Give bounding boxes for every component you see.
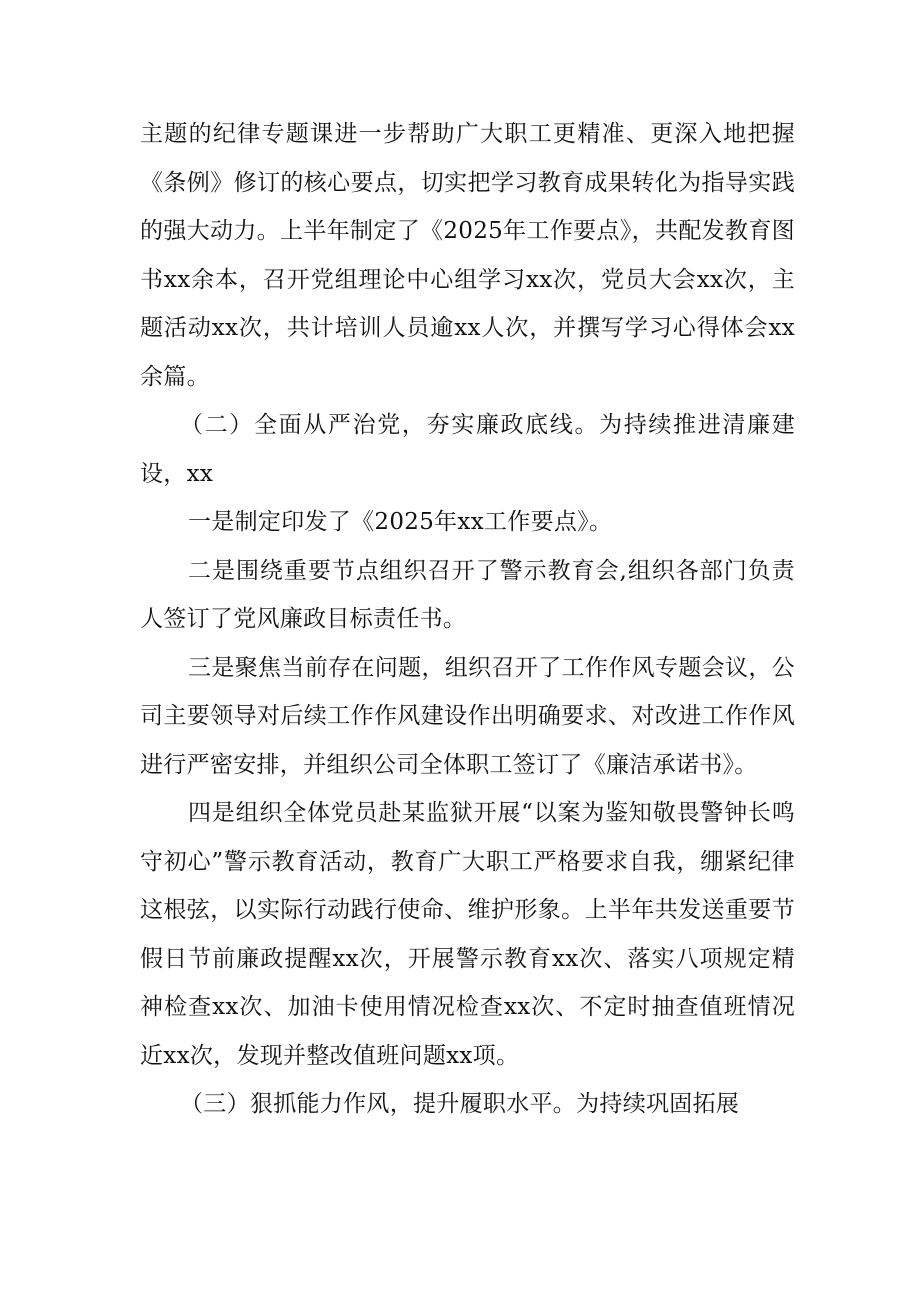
paragraph-item-3: 三是聚焦当前存在问题，组织召开了工作作风专题会议，公司主要领导对后续工作作风建设作出明确要求、对改进工作作风进行严密安排，并组织公司全体职工签订了《廉洁承诺书》。 [140,654,795,778]
paragraph-item-2: 二是围绕重要节点组织召开了警示教育会,组织各部门负责人签订了党风廉政目标责任书。 [140,557,795,632]
section-heading-3: （三）狠抓能力作风，提升履职水平。为持续巩固拓展 [180,1091,740,1117]
paragraph-continuation: 主题的纪律专题课进一步帮助广大职工更精准、更深入地把握《条例》修订的核心要点，切实把学习教育成果转化为指导实践的强大动力。上半年制定了《2025年工作要点》，共配发教育图书xx余本，召开党组理论中心组学习xx次，党员大会xx次，主题活动xx次，共计培训人员逾xx人次，并撰写学习心得体会xx余篇。 [140,121,795,390]
paragraph-item-1: 一是制定印发了《2025年xx工作要点》。 [188,509,613,535]
paragraph-item-4: 四是组织全体党员赴某监狱开展“以案为鉴知敬畏警钟长鸣守初心”警示教育活动，教育广大职工严格要求自我，绷紧纪律这根弦，以实际行动践行使命、维护形象。上半年共发送重要节假日节前廉政提醒xx次，开展警示教育xx次、落实八项规定精神检查xx次、加油卡使用情况检查xx次、不定时抽查值班情况近xx次，发现并整改值班问题xx项。 [140,800,795,1069]
document-body [140,110,795,1129]
section-heading-2: （二）全面从严治党，夯实廉政底线。为持续推进清廉建设，xx [140,412,795,487]
